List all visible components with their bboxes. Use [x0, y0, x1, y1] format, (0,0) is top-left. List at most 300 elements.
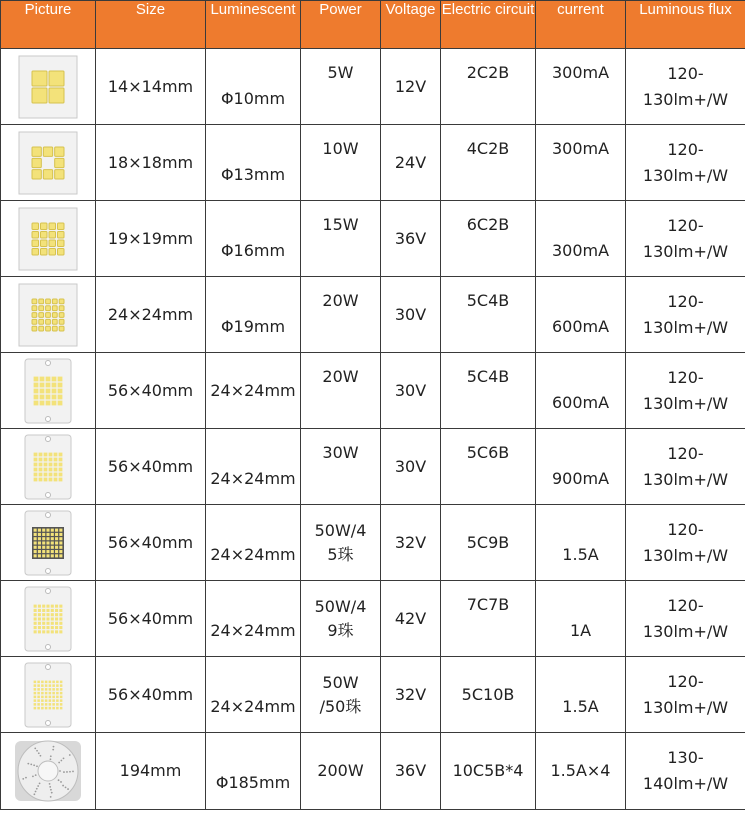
led-die [58, 762, 60, 764]
led-die [60, 703, 63, 706]
current-value: 300mA [551, 138, 610, 158]
led-die [34, 703, 37, 706]
table-row [1, 733, 745, 810]
current-cell [536, 581, 626, 657]
table-row [1, 49, 745, 125]
led-die [46, 528, 49, 531]
circuit-value: 7C7B [466, 594, 510, 614]
led-die [50, 755, 52, 757]
led-die [56, 680, 59, 683]
flux-value-line2: 130lm+/W [642, 469, 729, 489]
led-die [45, 691, 48, 694]
circuit-cell [441, 49, 536, 125]
led-die [59, 528, 62, 531]
led-die [59, 305, 64, 310]
flux-value-line1: 120- [667, 215, 704, 235]
led-die [58, 248, 65, 255]
led-die [41, 699, 44, 702]
led-die [42, 630, 45, 633]
led-die [37, 695, 40, 698]
power-value: 50W/4 [314, 596, 367, 616]
led-die [41, 680, 44, 683]
led-die [46, 394, 51, 399]
led-die [34, 684, 37, 687]
led-die [40, 382, 45, 387]
led-die [51, 545, 54, 548]
power-value: 30W [322, 442, 359, 462]
size-cell [96, 277, 206, 353]
led-die [58, 240, 65, 247]
led-die [46, 326, 51, 331]
led-die [39, 783, 41, 785]
power-cell [301, 353, 381, 429]
size-cell [96, 657, 206, 733]
circuit-value: 5C6B [466, 442, 510, 462]
current-value: 1.5A×4 [550, 761, 611, 780]
led-die [49, 248, 56, 255]
led-die [45, 684, 48, 687]
led-die [40, 388, 45, 393]
led-die [60, 680, 63, 683]
luminescent-value: Φ10mm [220, 88, 286, 108]
led-die [34, 532, 37, 535]
led-die [46, 537, 49, 540]
led-die [55, 158, 64, 167]
led-die [60, 691, 63, 694]
table-row [1, 581, 745, 657]
led-die [51, 617, 54, 620]
luminescent-value: 24×24mm [210, 696, 296, 716]
board-outline [25, 663, 71, 727]
led-die [34, 457, 38, 461]
led-die [51, 792, 53, 794]
led-die [49, 223, 56, 230]
voltage-cell [381, 581, 441, 657]
luminescent-value: 24×24mm [210, 468, 296, 488]
voltage-cell [381, 733, 441, 810]
luminescent-value: 24×24mm [210, 620, 296, 640]
led-die [59, 608, 62, 611]
led-die [59, 477, 63, 481]
led-die [40, 755, 42, 757]
header-current: current [536, 1, 626, 49]
header-picture: Picture [1, 1, 96, 49]
led-die [34, 688, 37, 691]
led-die [51, 532, 54, 535]
flux-value-line1: 120- [667, 443, 704, 463]
board-outline [25, 435, 71, 499]
flux-value-line1: 120- [667, 139, 704, 159]
circuit-cell [441, 125, 536, 201]
led-die [51, 537, 54, 540]
voltage-cell [381, 657, 441, 733]
led-die [38, 608, 41, 611]
led-die [49, 477, 53, 481]
led-die [54, 472, 58, 476]
led-die [59, 467, 63, 471]
led-die [44, 472, 48, 476]
led-die [51, 550, 54, 553]
cob-round-large-image [11, 737, 85, 805]
led-die [59, 630, 62, 633]
current-cell [536, 505, 626, 581]
cob-square-8-image [11, 129, 85, 197]
luminescent-cell [206, 49, 301, 125]
led-die [34, 626, 37, 629]
led-die [38, 537, 41, 540]
led-die [51, 613, 54, 616]
led-die [38, 630, 41, 633]
led-die [38, 528, 41, 531]
led-die [36, 788, 38, 790]
size-cell [96, 201, 206, 277]
led-die [34, 545, 37, 548]
circuit-value: 10C5B*4 [452, 761, 524, 780]
power-value: 200W [317, 761, 364, 780]
led-die [34, 388, 39, 393]
power-cell [301, 125, 381, 201]
led-die [32, 326, 37, 331]
led-die [45, 699, 48, 702]
voltage-cell [381, 505, 441, 581]
led-die [32, 775, 34, 777]
mount-hole [46, 664, 51, 669]
current-value: 300mA [551, 240, 610, 260]
led-die [55, 541, 58, 544]
led-die [46, 550, 49, 553]
size-cell [96, 505, 206, 581]
cob-rect-45-image [11, 509, 85, 577]
flux-value-line1: 120- [667, 291, 704, 311]
luminescent-value: Φ13mm [220, 164, 286, 184]
luminescent-value: Φ19mm [220, 316, 286, 336]
led-die [42, 608, 45, 611]
table-row [1, 505, 745, 581]
mount-hole [46, 512, 51, 517]
led-die [51, 528, 54, 531]
led-die [59, 626, 62, 629]
led-die [49, 688, 52, 691]
led-die [40, 394, 45, 399]
led-die [34, 699, 37, 702]
picture-cell [1, 125, 96, 201]
led-die [52, 680, 55, 683]
led-die [38, 554, 41, 557]
led-die [25, 777, 27, 779]
led-die [42, 541, 45, 544]
led-die [55, 630, 58, 633]
circuit-cell [441, 429, 536, 505]
led-die [37, 680, 40, 683]
led-die [34, 477, 38, 481]
voltage-cell [381, 277, 441, 353]
led-die [34, 394, 39, 399]
circuit-cell [441, 657, 536, 733]
led-die [37, 699, 40, 702]
led-die [42, 613, 45, 616]
led-die [52, 695, 55, 698]
led-die [49, 786, 51, 788]
led-die [38, 532, 41, 535]
led-die [44, 462, 48, 466]
led-die [58, 779, 60, 781]
led-die [41, 684, 44, 687]
led-die [55, 621, 58, 624]
led-die [49, 240, 56, 247]
led-die [38, 550, 41, 553]
led-die [46, 400, 51, 405]
led-die [41, 223, 48, 230]
led-die [65, 786, 67, 788]
led-die [44, 467, 48, 471]
power-cell [301, 201, 381, 277]
power-value: 5W [327, 62, 354, 82]
led-die [39, 299, 44, 304]
current-cell [536, 657, 626, 733]
led-die [55, 626, 58, 629]
led-die [34, 554, 37, 557]
led-die [59, 541, 62, 544]
led-die [55, 537, 58, 540]
voltage-value: 12V [394, 76, 427, 96]
led-die [59, 621, 62, 624]
circuit-cell [441, 277, 536, 353]
led-die [34, 452, 38, 456]
led-die [37, 684, 40, 687]
size-cell [96, 581, 206, 657]
picture-cell [1, 505, 96, 581]
led-die [46, 617, 49, 620]
led-die [42, 617, 45, 620]
led-die [52, 312, 57, 317]
size-value: 18×18mm [107, 152, 194, 172]
led-die [55, 554, 58, 557]
led-die [59, 472, 63, 476]
power-value: 20W [322, 366, 359, 386]
led-die [44, 452, 48, 456]
led-die [52, 749, 54, 751]
flux-cell [626, 125, 745, 201]
circuit-value: 6C2B [466, 214, 510, 234]
led-die [33, 793, 35, 795]
power-value-line2: 5珠 [327, 544, 354, 564]
led-die [49, 472, 53, 476]
led-die [52, 684, 55, 687]
luminescent-value: 24×24mm [210, 380, 296, 400]
led-die [49, 467, 53, 471]
voltage-cell [381, 429, 441, 505]
voltage-value: 32V [394, 532, 427, 552]
led-die [62, 785, 64, 787]
picture-cell [1, 657, 96, 733]
flux-value-line1: 130- [667, 748, 704, 767]
led-die [38, 626, 41, 629]
board-outline [19, 56, 77, 118]
led-die [52, 376, 57, 381]
flux-cell [626, 353, 745, 429]
led-die [35, 791, 37, 793]
led-die [27, 763, 29, 765]
led-die [41, 688, 44, 691]
cob-rect-20-image [11, 357, 85, 425]
led-die [37, 703, 40, 706]
led-die [55, 545, 58, 548]
led-die [54, 467, 58, 471]
led-die [55, 617, 58, 620]
header-flux: Luminous flux [626, 1, 745, 49]
led-die [46, 621, 49, 624]
led-die [45, 688, 48, 691]
current-value: 600mA [551, 316, 610, 336]
picture-cell [1, 581, 96, 657]
circuit-value: 5C4B [466, 290, 510, 310]
led-die [59, 537, 62, 540]
header-luminescent: Luminescent [206, 1, 301, 49]
table-row [1, 429, 745, 505]
led-die [55, 528, 58, 531]
current-value: 1A [569, 620, 592, 640]
led-die [32, 147, 41, 156]
led-die [42, 626, 45, 629]
led-die [46, 388, 51, 393]
led-die [42, 532, 45, 535]
table-row [1, 277, 745, 353]
led-die [58, 223, 65, 230]
led-die [56, 695, 59, 698]
led-die [44, 477, 48, 481]
led-die [51, 626, 54, 629]
current-cell [536, 49, 626, 125]
led-die [60, 781, 62, 783]
picture-cell [1, 201, 96, 277]
led-die [34, 630, 37, 633]
power-cell [301, 581, 381, 657]
led-die [55, 604, 58, 607]
size-cell [96, 353, 206, 429]
led-die [34, 400, 39, 405]
led-die [60, 760, 62, 762]
led-die [49, 699, 52, 702]
led-die [66, 771, 68, 773]
led-die [59, 545, 62, 548]
led-die [42, 545, 45, 548]
led-die [22, 778, 24, 780]
led-die [39, 326, 44, 331]
picture-cell [1, 277, 96, 353]
power-value-line2: 9珠 [327, 620, 354, 640]
flux-value-line2: 140lm+/W [642, 774, 729, 793]
flux-value-line2: 130lm+/W [642, 317, 729, 337]
flux-cell [626, 49, 745, 125]
led-die [34, 541, 37, 544]
led-die [52, 382, 57, 387]
flux-cell [626, 657, 745, 733]
led-die [59, 617, 62, 620]
led-die [52, 388, 57, 393]
flux-value-line2: 130lm+/W [642, 241, 729, 261]
led-die [38, 604, 41, 607]
current-value: 600mA [551, 392, 610, 412]
led-die [59, 532, 62, 535]
header-voltage: Voltage [381, 1, 441, 49]
led-die [34, 382, 39, 387]
size-cell [96, 429, 206, 505]
led-die [42, 550, 45, 553]
voltage-cell [381, 353, 441, 429]
led-die [36, 765, 38, 767]
power-cell [301, 49, 381, 125]
led-die [43, 169, 52, 178]
led-die [34, 376, 39, 381]
led-die [34, 691, 37, 694]
cob-rect-30-image [11, 433, 85, 501]
mount-hole [46, 360, 51, 365]
led-die [46, 312, 51, 317]
flux-cell [626, 733, 745, 810]
led-die [39, 312, 44, 317]
led-die [34, 550, 37, 553]
luminescent-cell [206, 505, 301, 581]
led-die [37, 691, 40, 694]
led-die [42, 537, 45, 540]
board-outline [19, 208, 77, 270]
led-die [32, 71, 47, 86]
power-value: 15W [322, 214, 359, 234]
luminescent-value: Φ185mm [215, 773, 291, 792]
led-die [58, 231, 65, 238]
led-die [39, 467, 43, 471]
current-value: 300mA [551, 62, 610, 82]
led-die [46, 382, 51, 387]
table-row [1, 125, 745, 201]
flux-cell [626, 505, 745, 581]
led-die [49, 680, 52, 683]
flux-value-line2: 130lm+/W [642, 89, 729, 109]
led-die [59, 326, 64, 331]
voltage-value: 30V [394, 380, 427, 400]
power-value: 20W [322, 290, 359, 310]
led-die [60, 688, 63, 691]
voltage-cell [381, 49, 441, 125]
circuit-value: 4C2B [466, 138, 510, 158]
led-die [58, 394, 63, 399]
led-die [51, 541, 54, 544]
flux-value-line1: 120- [667, 671, 704, 691]
led-die [42, 554, 45, 557]
led-die [50, 789, 52, 791]
current-cell [536, 277, 626, 353]
mount-hole [46, 644, 51, 649]
led-die [30, 764, 32, 766]
flux-cell [626, 581, 745, 657]
led-die [51, 630, 54, 633]
led-die [60, 706, 63, 709]
luminescent-value: Φ16mm [220, 240, 286, 260]
led-die [37, 706, 40, 709]
led-die [38, 617, 41, 620]
led-die [49, 783, 51, 785]
led-die [58, 376, 63, 381]
led-die [51, 608, 54, 611]
led-die [45, 703, 48, 706]
led-die [52, 299, 57, 304]
led-die [55, 532, 58, 535]
picture-cell [1, 353, 96, 429]
mount-hole [46, 436, 51, 441]
led-die [38, 621, 41, 624]
led-die [55, 550, 58, 553]
led-die [59, 613, 62, 616]
